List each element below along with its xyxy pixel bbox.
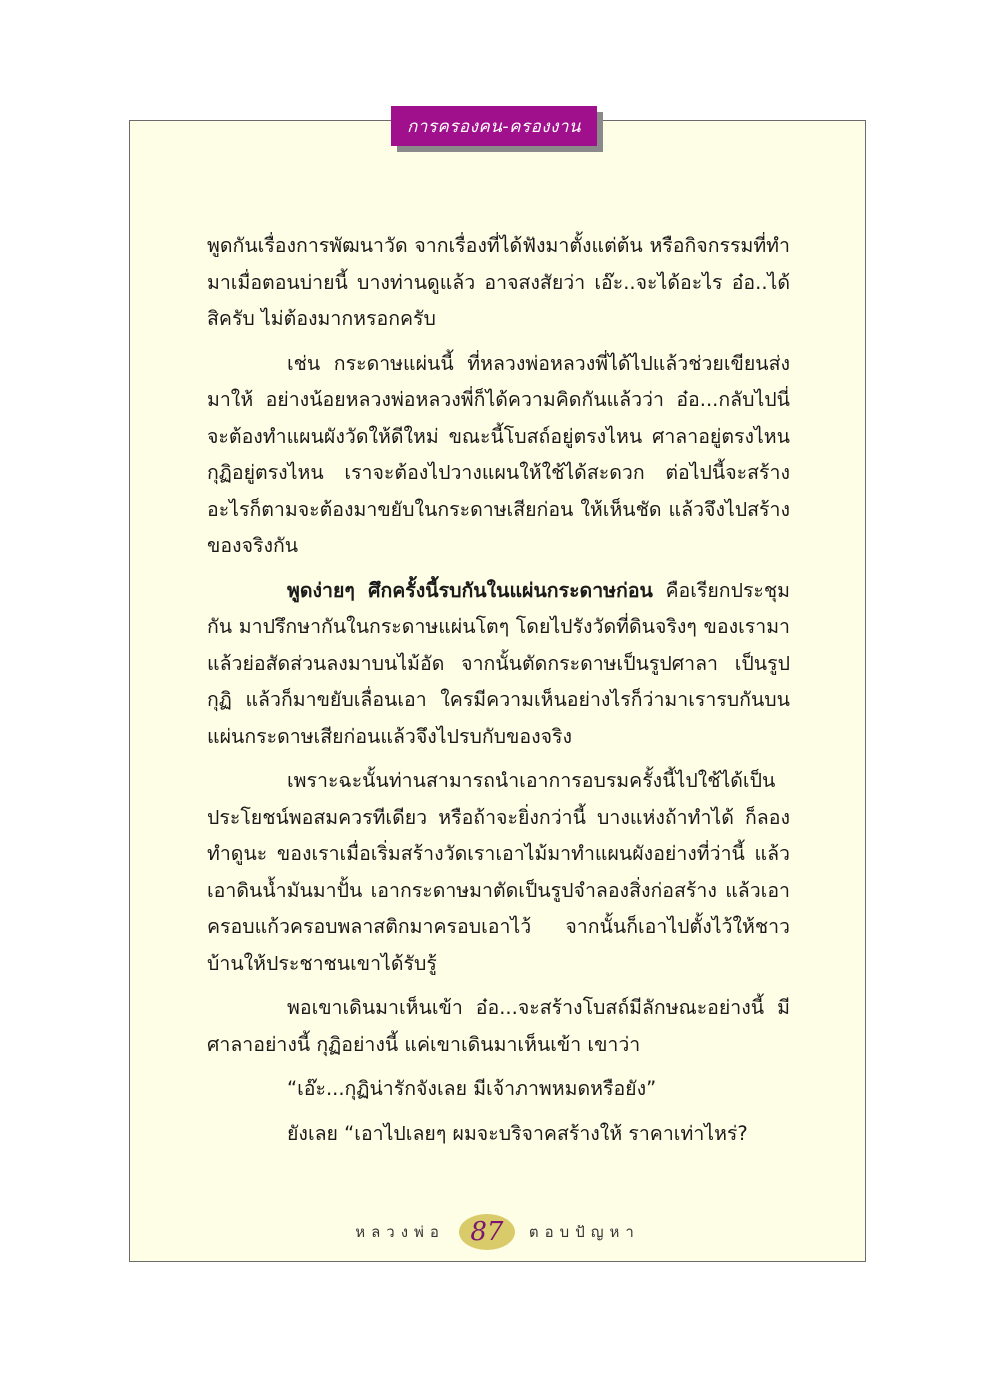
body-content bbox=[207, 228, 790, 1160]
paragraph-2 bbox=[207, 346, 790, 565]
paragraph-5-text: พอเขาเดินมาเห็นเข้า อ๋อ...จะสร้างโบสถ์มีลักษณะอย่างนี้ มีศาลาอย่างนี้ กุฏิอย่างนี้ แค่เขาเดินมาเห็นเข้า เขาว่า bbox=[207, 996, 790, 1056]
paragraph-7 bbox=[207, 1116, 790, 1153]
paragraph-4-text: เพราะฉะนั้นท่านสามารถนำเอาการอบรมครั้งนี้ไปใช้ได้เป็นประโยชน์พอสมควรทีเดียว หรือถ้าจะยิ่งกว่านี้ บางแห่งถ้าทำได้ ก็ลองทำดูนะ ของเราเมื่อเริ่มสร้างวัดเราเอาไม้มาทำแผนผังอย่างที่ว่านี้ แล้วเอาดินน้ำมันมาปั้น เอากระดาษมาตัดเป็นรูปจำลองสิ่งก่อสร้าง แล้วเอาครอบแก้วครอบพลาสติกมาครอบเอาไว้ จากนั้นก็เอาไปตั้งไว้ให้ชาวบ้านให้ประชาชนเขาได้รับรู้ bbox=[207, 769, 790, 975]
paragraph-6-text: “เอ๊ะ...กุฏิน่ารักจังเลย มีเจ้าภาพหมดหรือยัง” bbox=[287, 1077, 657, 1100]
paragraph-5 bbox=[207, 990, 790, 1063]
paragraph-1 bbox=[207, 228, 790, 338]
paragraph-3 bbox=[207, 573, 790, 756]
paragraph-7-text: ยังเลย “เอาไปเลยๆ ผมจะบริจาคสร้างให้ ราคาเท่าไหร่? bbox=[287, 1121, 748, 1145]
paragraph-6-quote bbox=[207, 1071, 790, 1108]
chapter-header: การครองคน-ครองงาน bbox=[391, 106, 597, 146]
page-footer bbox=[129, 1210, 866, 1254]
paragraph-3-bold-lead: พูดง่ายๆ ศึกครั้งนี้รบกันในแผ่นกระดาษก่อน bbox=[287, 578, 653, 602]
footer-right-text: ตอบปัญหา bbox=[528, 1223, 640, 1241]
paragraph-1-text: พูดกันเรื่องการพัฒนาวัด จากเรื่องที่ได้ฟังมาตั้งแต่ต้น หรือกิจกรรมที่ทำมาเมื่อตอนบ่ายนี้ บางท่านดูแล้ว อาจสงสัยว่า เอ๊ะ..จะได้อะไร อ๋อ..ได้ สิครับ ไม่ต้องมากหรอกครับ bbox=[207, 234, 790, 330]
paragraph-3-text: คือเรียกประชุมกัน มาปรึกษากันในกระดาษแผ่นโตๆ โดยไปรังวัดที่ดินจริงๆ ของเรามา แล้วย่อสัดส่วนลงมาบนไม้อัด จากนั้นตัดกระดาษเป็นรูปศาลา เป็นรูปกุฏิ แล้วก็มาขยับเลื่อนเอา ใครมีความเห็นอย่างไรก็ว่ามาเรารบกันบนแผ่นกระดาษเสียก่อนแล้วจึงไปรบกับของจริง bbox=[207, 578, 790, 748]
page-number-badge: 87 bbox=[459, 1214, 515, 1250]
footer-left-text: หลวงพ่อ bbox=[355, 1223, 445, 1241]
paragraph-2-text: เช่น กระดาษแผ่นนี้ ที่หลวงพ่อหลวงพี่ได้ไปแล้วช่วยเขียนส่งมาให้ อย่างน้อยหลวงพ่อหลวงพี่ก็ได้ความคิดกันแล้วว่า อ๋อ...กลับไปนี่ จะต้องทำแผนผังวัดให้ดีใหม่ ขณะนี้โบสถ์อยู่ตรงไหน ศาลาอยู่ตรงไหน กุฏิอยู่ตรงไหน เราจะต้องไปวางแผนให้ใช้ได้สะดวก ต่อไปนี้จะสร้างอะไรก็ตามจะต้องมาขยับในกระดาษเสียก่อน ให้เห็นชัด แล้วจึงไปสร้างของจริงกัน bbox=[207, 351, 790, 557]
paragraph-4 bbox=[207, 763, 790, 982]
